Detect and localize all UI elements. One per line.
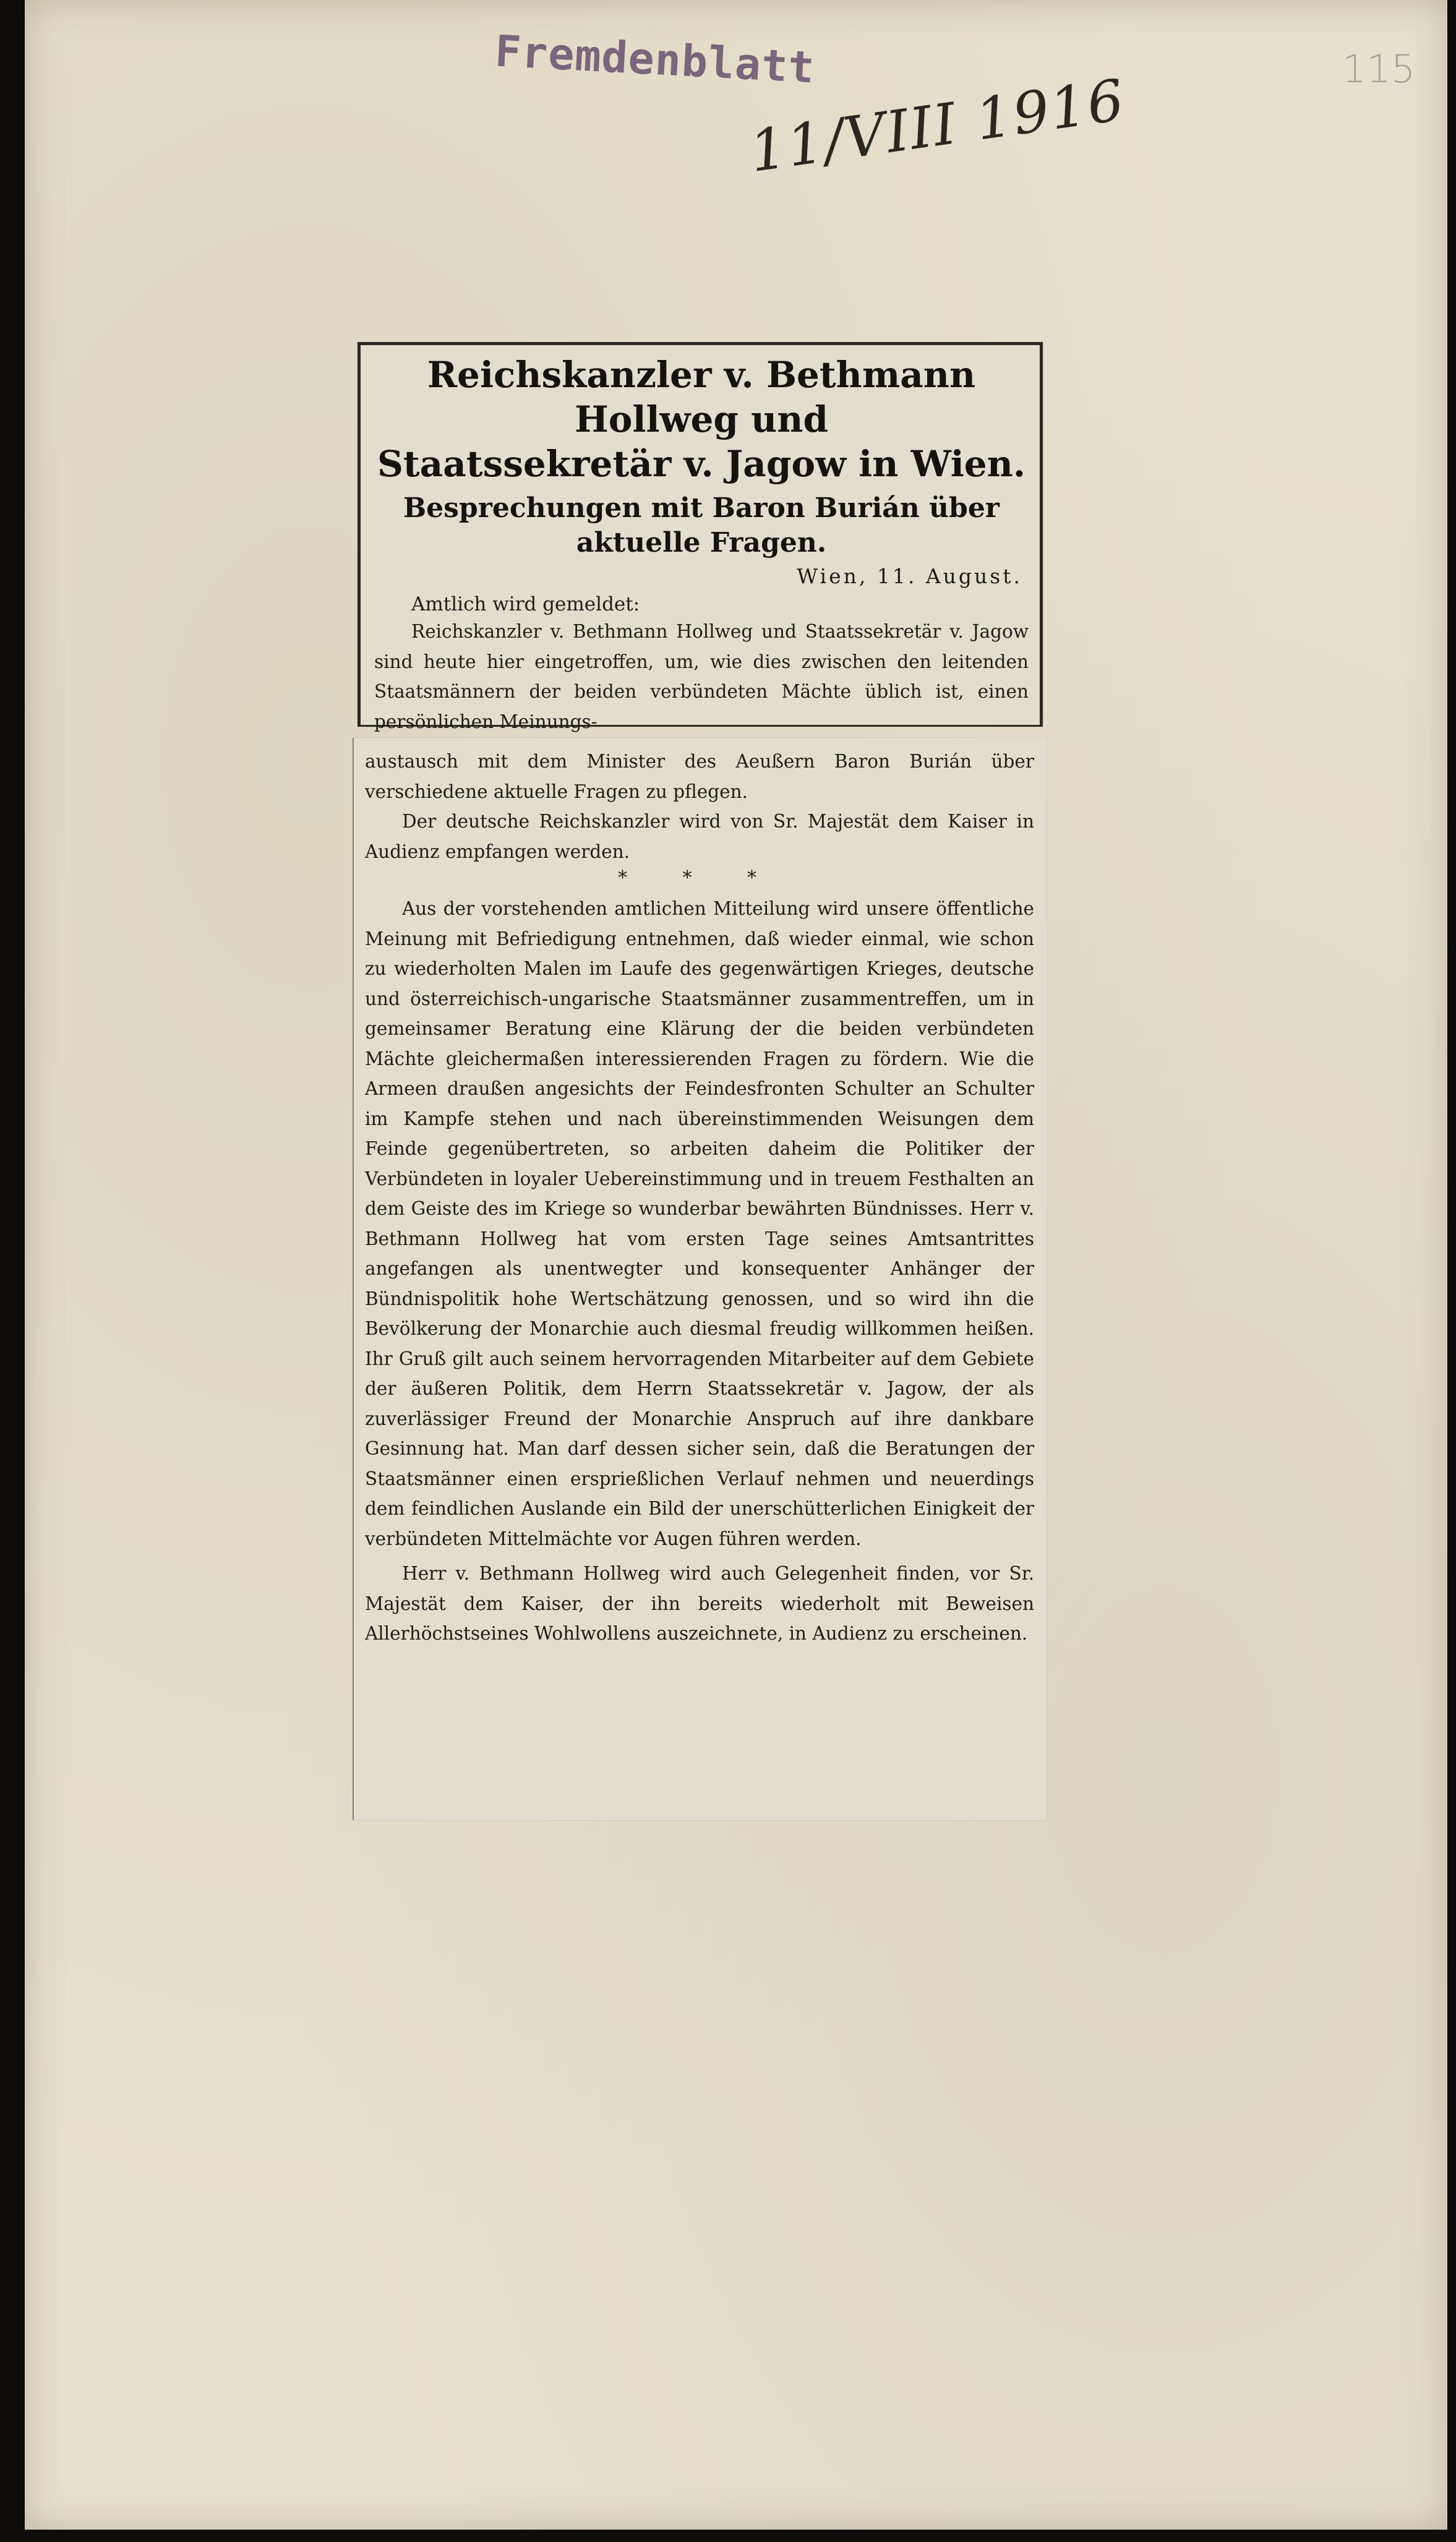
dateline: Wien, 11. August. xyxy=(797,564,1022,588)
headline-line-2: Staatssekretär v. Jagow in Wien. xyxy=(377,443,1026,485)
lead-line: Amtlich wird gemeldet: xyxy=(411,593,640,615)
paragraph-1-top: Reichskanzler v. Bethmann Hollweg und Staatssekretär v. Jagow sind heute hier eingetroffen, um, wie dies zwischen den leitenden Staatsmännern der beiden verbündeten Mächte üblich ist, einen persönlichen Meinungs- xyxy=(374,621,1029,732)
headline-line-1: Reichskanzler v. Bethmann Hollweg und xyxy=(427,354,976,440)
archive-sheet xyxy=(25,0,1447,2530)
paragraph-1-bottom: austausch mit dem Minister des Aeußern Baron Burián über verschiedene aktuelle Fragen zu pflegen. xyxy=(365,751,1034,802)
paragraph-4: Herr v. Bethmann Hollweg wird auch Gelegenheit finden, vor Sr. Majestät dem Kaiser, der ihn bereits wiederholt mit Beweisen Allerhöchstseines Wohlwollens auszeichnete, in Audienz zu erscheinen. xyxy=(365,1563,1034,1644)
paragraph-2: Der deutsche Reichskanzler wird von Sr. Majestät dem Kaiser in Audienz empfangen werden. xyxy=(365,811,1034,862)
newspaper-stamp: Fremdenblatt xyxy=(494,25,816,93)
section-separator: * * * xyxy=(617,867,782,889)
subheadline: Besprechungen mit Baron Burián über aktuelle Fragen. xyxy=(403,492,1000,558)
clipping-top xyxy=(358,342,1043,732)
paragraph-3: Aus der vorstehenden amtlichen Mitteilung wird unsere öffentliche Meinung mit Befriedigung entnehmen, daß wieder einmal, wie schon zu wiederholten Malen im Laufe des gegenwärtigen Krieges, deutsche und österreichisch-ungarische Staatsmänner zusammentreffen, um in gemeinsamer Beratung eine Klärung der die beiden verbündeten Mächte gleichermaßen interessierenden Fragen zu fördern. Wie die Armeen draußen angesichts der Feindesfronten Schulter an Schulter im Kampfe stehen und nach übereinstimmenden Weisungen dem Feinde gegenübertreten, so arbeiten daheim die Politiker der Verbündeten in loyaler Uebereinstimmung und in treuem Festhalten an dem Geiste des im Kriege so wunderbar bewährten Bündnisses. Herr v. Bethmann Hollweg hat vom ersten Tage seines Amtsantrittes angefangen als unentwegter und konsequenter Anhänger der Bündnispolitik hohe Wertschätzung genossen, und so wird ihn die Bevölkerung der Monarchie auch diesmal freudig willkommen heißen. Ihr Gruß gilt auch seinem hervorragenden Mitarbeiter auf dem Gebiete der äußeren Politik, dem Herrn Staatssekretär v. Jagow, der als zuverlässiger Freund der Monarchie Anspruch auf ihre dankbare Gesinnung hat. Man darf dessen sicher sein, daß die Beratungen der Staatsmänner einen ersprießlichen Verlauf nehmen und neuerdings dem feindlichen Auslande ein Bild der unerschütterlichen Einigkeit der verbündeten Mittelmächte vor Augen führen werden. xyxy=(365,898,1034,1549)
handwritten-date: 11/VIII 1916 xyxy=(745,67,1129,185)
page-number: 115 xyxy=(1342,46,1416,92)
clipping-bottom xyxy=(353,738,1047,1820)
